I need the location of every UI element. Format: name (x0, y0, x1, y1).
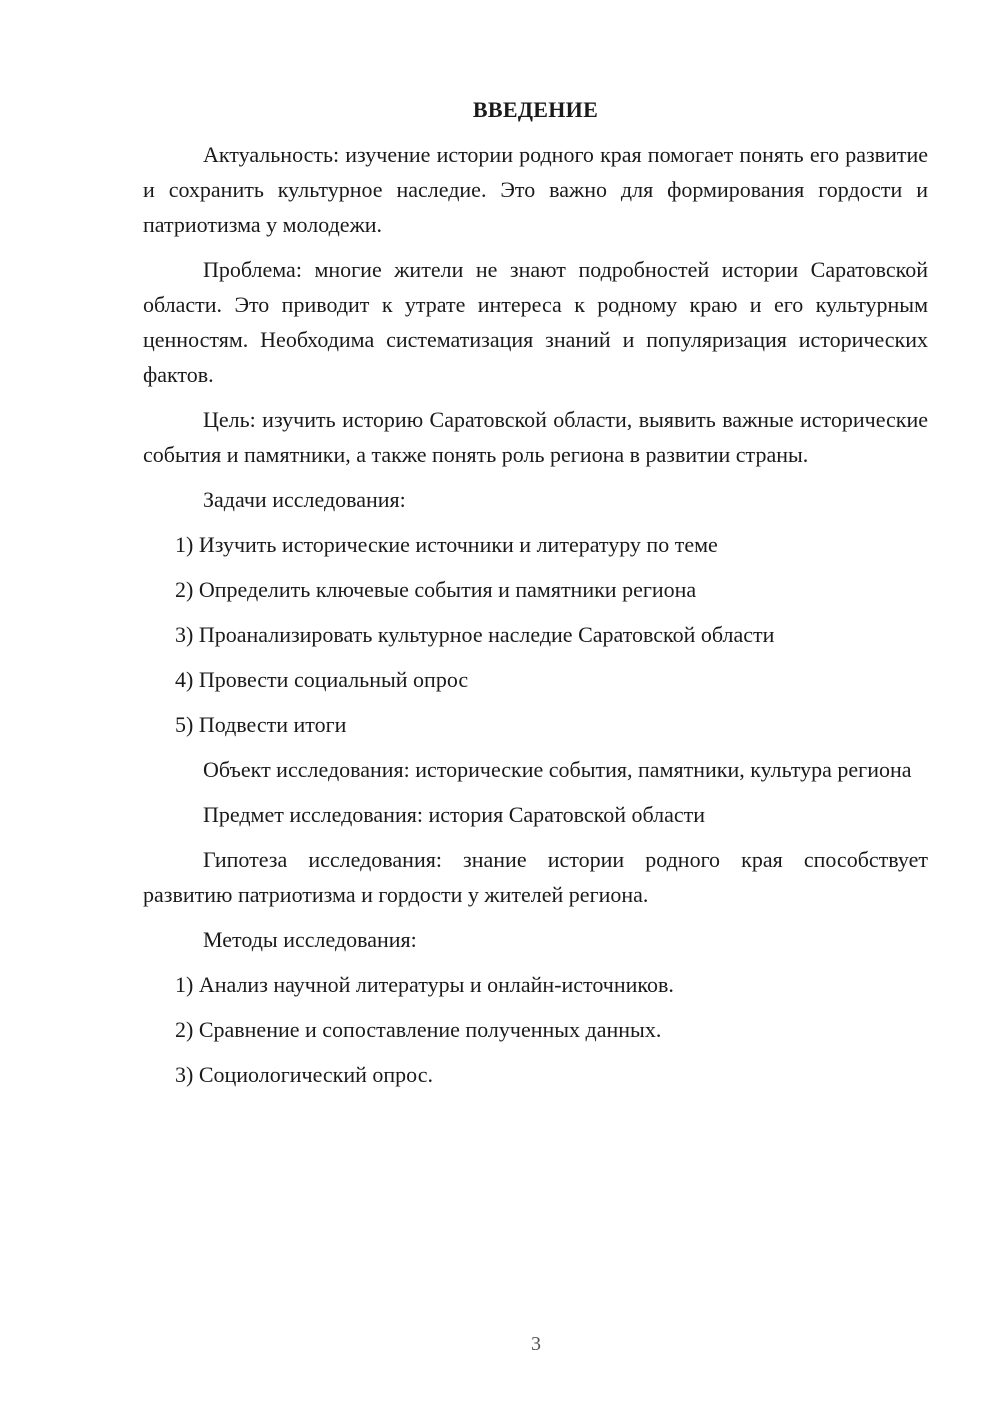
object-paragraph: Объект исследования: исторические события, памятники, культура региона (203, 757, 912, 782)
list-item: 2) Определить ключевые события и памятники региона (175, 577, 697, 602)
list-item: 5) Подвести итоги (175, 712, 347, 737)
problem-paragraph: Проблема: многие жители не знают подробностей истории Саратовской области. Это приводит к утрате интереса к родному краю и его культурным ценностям. Необходима систематизация знаний и популяризация исторических фактов. (143, 257, 928, 387)
list-item: 2) Сравнение и сопоставление полученных данных. (175, 1017, 662, 1042)
list-item: 3) Проанализировать культурное наследие Саратовской области (175, 622, 775, 647)
list-item: 1) Анализ научной литературы и онлайн-источников. (175, 972, 674, 997)
goal-paragraph: Цель: изучить историю Саратовской области, выявить важные исторические события и памятники, а также понять роль региона в развитии страны. (143, 407, 928, 467)
subject-paragraph: Предмет исследования: история Саратовской области (203, 802, 706, 827)
tasks-heading: Задачи исследования: (203, 487, 406, 512)
methods-list (143, 967, 928, 1092)
hypothesis-paragraph: Гипотеза исследования: знание истории родного края способствует развитию патриотизма и гордости у жителей региона. (143, 847, 928, 907)
list-item: 1) Изучить исторические источники и литературу по теме (175, 532, 718, 557)
relevance-paragraph: Актуальность: изучение истории родного края помогает понять его развитие и сохранить культурное наследие. Это важно для формирования гордости и патриотизма у молодежи. (143, 142, 928, 237)
tasks-list (143, 527, 928, 742)
list-item: 4) Провести социальный опрос (175, 667, 469, 692)
page-number: 3 (531, 1333, 541, 1355)
methods-heading: Методы исследования: (203, 927, 417, 952)
document-page (143, 92, 928, 1102)
page-title: ВВЕДЕНИЕ (472, 97, 599, 122)
list-item: 3) Социологический опрос. (175, 1062, 433, 1087)
